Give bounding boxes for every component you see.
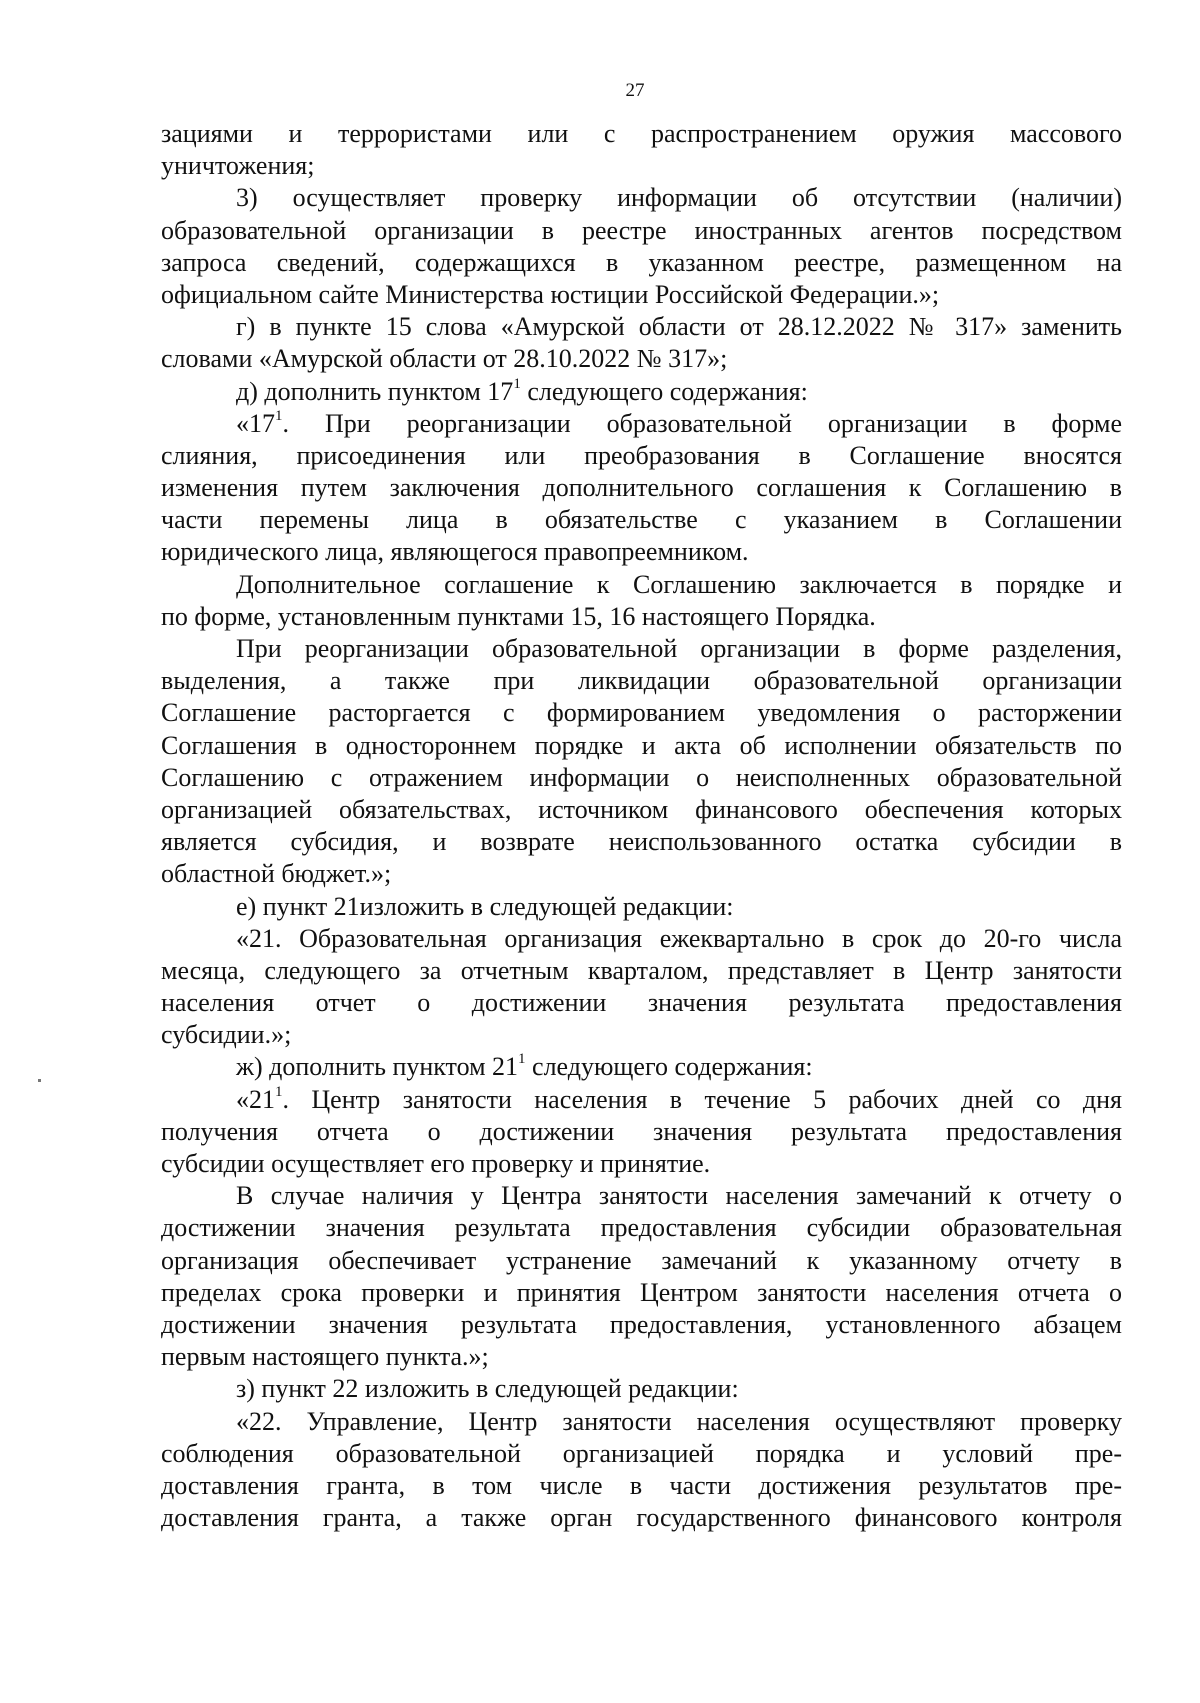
text-line: по форме, установленным пунктами 15, 16 настоящего Порядка.: [161, 601, 876, 631]
text-line: Дополнительное соглашение к Соглашению заключается в порядке и: [236, 569, 1122, 599]
text-line: доставления гранта, в том числе в части достижения результатов пре-: [161, 1470, 1122, 1500]
text-line: [161, 1051, 1122, 1083]
text-line: 3) осуществляет проверку информации об отсутствии (наличии): [236, 183, 1122, 213]
text-line: первым настоящего пункта.»;: [161, 1342, 489, 1372]
text-line: пределах срока проверки и принятия Центром занятости населения отчета о: [161, 1277, 1122, 1307]
text-fragment: д) дополнить пунктом 17: [236, 376, 514, 406]
text-line: организация обеспечивает устранение замечаний к указанному отчету в: [161, 1245, 1122, 1275]
text-fragment: следующего содержания:: [520, 376, 808, 406]
document-body: [161, 118, 1122, 1534]
text-line: слияния, присоединения или преобразования в Соглашение вносятся: [161, 440, 1122, 470]
text-line: «21. Образовательная организация ежеквартально в срок до 20-го числа: [236, 923, 1122, 953]
text-fragment: . Центр занятости населения в течение 5 рабочих дней со дня: [282, 1084, 1122, 1114]
text-fragment: «17: [236, 408, 275, 438]
superscript: 1: [275, 407, 283, 424]
text-line: [161, 376, 1122, 408]
text-line: доставления гранта, а также орган государственного финансового контроля: [161, 1503, 1122, 1533]
text-line: [161, 408, 1122, 440]
text-fragment: «21: [236, 1084, 275, 1114]
text-line: части перемены лица в обязательстве с указанием в Соглашении: [161, 505, 1122, 535]
scan-speck: [38, 1079, 41, 1082]
text-line: Соглашение расторгается с формированием уведомления о расторжении: [161, 698, 1122, 728]
text-line: официальном сайте Министерства юстиции Российской Федерации.»;: [161, 279, 940, 309]
text-line: субсидии.»;: [161, 1020, 292, 1050]
text-line: областной бюджет.»;: [161, 859, 392, 889]
text-line: населения отчет о достижении значения результата предоставления: [161, 988, 1122, 1018]
text-fragment: следующего содержания:: [525, 1052, 813, 1082]
text-fragment: ж) дополнить пунктом 21: [236, 1052, 519, 1082]
text-line: [161, 1084, 1122, 1116]
superscript: 1: [275, 1083, 283, 1100]
text-line: Соглашению с отражением информации о неисполненных образовательной: [161, 762, 1122, 792]
text-line: юридического лица, являющегося правопреемником.: [161, 537, 749, 567]
superscript: 1: [518, 1051, 526, 1068]
text-line: выделения, а также при ликвидации образовательной организации: [161, 666, 1122, 696]
text-line: достижении значения результата предоставления, установленного абзацем: [161, 1309, 1122, 1339]
text-line: изменения путем заключения дополнительного соглашения к Соглашению в: [161, 473, 1122, 503]
text-fragment: . При реорганизации образовательной организации в форме: [282, 408, 1122, 438]
text-line: «22. Управление, Центр занятости населения осуществляют проверку: [236, 1406, 1122, 1436]
superscript: 1: [513, 375, 521, 392]
text-line: словами «Амурской области от 28.10.2022 № 317»;: [161, 344, 728, 374]
text-line: При реорганизации образовательной организации в форме разделения,: [236, 634, 1122, 663]
text-line: является субсидия, и возврате неиспользованного остатка субсидии в: [161, 827, 1122, 857]
text-line: е) пункт 21изложить в следующей редакции:: [236, 891, 734, 921]
text-line: запроса сведений, содержащихся в указанном реестре, размещенном на: [161, 247, 1122, 277]
text-line: Соглашения в одностороннем порядке и акта об исполнении обязательств по: [161, 730, 1122, 760]
text-line: месяца, следующего за отчетным кварталом, представляет в Центр занятости: [161, 955, 1122, 985]
text-line: образовательной организации в реестре иностранных агентов посредством: [161, 215, 1122, 245]
text-line: В случае наличия у Центра занятости населения замечаний к отчету о: [236, 1181, 1122, 1211]
text-line: организацией обязательствах, источником финансового обеспечения которых: [161, 794, 1122, 824]
text-line: з) пункт 22 изложить в следующей редакции:: [236, 1374, 739, 1404]
text-line: уничтожения;: [161, 151, 315, 181]
text-line: г) в пункте 15 слова «Амурской области от 28.12.2022 № 317» заменить: [236, 312, 1122, 342]
text-line: достижении значения результата предоставления субсидии образовательная: [161, 1213, 1122, 1243]
text-line: зациями и террористами или с распространением оружия массового: [161, 119, 1122, 148]
text-line: соблюдения образовательной организацией порядка и условий пре-: [161, 1438, 1122, 1468]
text-line: субсидии осуществляет его проверку и принятие.: [161, 1149, 711, 1178]
page-number: 27: [625, 80, 645, 101]
text-line: получения отчета о достижении значения результата предоставления: [161, 1116, 1122, 1146]
